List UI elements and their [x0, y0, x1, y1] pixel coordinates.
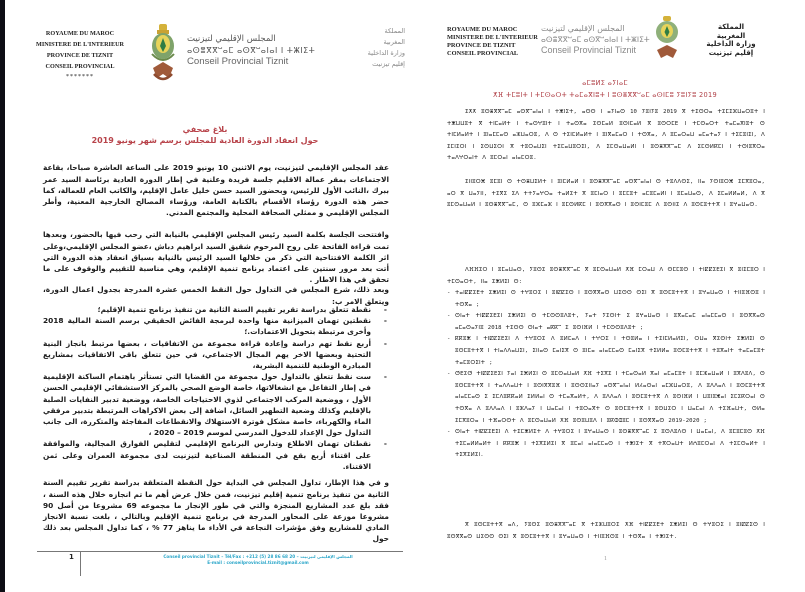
letterhead-line: PROVINCE DE TIZNIT [46, 52, 114, 59]
moroccan-coat-of-arms-icon [149, 24, 177, 88]
agenda-list [447, 288, 765, 462]
list-item [43, 438, 389, 472]
list-item-text: ⴽⴽⵓⵥ ⵏ ⵜⵏⵇⵇⵉⴹⵉⵏ ⴷ ⵜⵖⵓⵔⵉ ⴷ ⵓⵍⵎⴰⴷ ⵏ ⵜⵖⵔⵉ ⵏ ⵜⵙⵓⵍⴰ ⵏ ⵜⵉⵏⵎⵍⴰⵍⵉⵏ, ⵔⵡⴰ ⴳⵉⵙⵏⵜ ⵉⵥⵍⵉⵏ ⵙ ⵓⵙⵎⵓⵜⵜⴳ ⵏ ⵜⵏⴰⴷⴷⴰⵡⵉⵏ, ⵉⵏⵏⴰⵙ ⵎⴰⵏⵉⴳ ⵙ ⵓⵏⵎⴰ ⴰⵏⴰⵎⵎⴰⵙ ⵎⴰⵏⵉⴳ ⵜⵉⵍⵍⴰ ⵓⵙⵎⵓⵜⵜⴳ ⵏ ⵜⵓⴳⴰⵏⵜ ⵜⴰⵎⴰⵎⵓⵜ ⵜⴰⵎⵓⵔⵉⵏⵜ ; [455, 336, 765, 366]
letterhead-arabic [333, 26, 405, 70]
letterhead-line: ROYAUME DU MAROC [447, 26, 518, 33]
list-item [447, 369, 765, 427]
letterhead-line: MINISTERE DE L'INTERIEUR [447, 34, 538, 41]
body-paragraph [447, 265, 765, 288]
list-item-text: ⵚⴹⵉⵚ ⵜⵏⵇⵇⵉⴹⵉⵏ ⵢⴰⵏ ⵉⵥⵍⵉⵏ ⵙ ⵓⵎⵙⴰⵡⴰⵍ ⵅⴼ ⵜⵉⴳⵉ ⵏ ⵜⵎⴰⵙⴰⵍ ⴳⴰⵏ ⴰⵎⴰⵎⵓⵜ ⵏ ⵓⵎⵣⴰⵡⴰⵍ ⵏ ⵓⴳⴷⵓⴷ, ⵙ ⵓⵙⵎⵓⵜⵜⴳ ⵏ ⵜⴰⴷⴷⴰⵡⵜ ⵏ ⵓⵙⵏⴳⴳⵓⴼ ⵏ ⵓⵙⵙⵉⵏⵏⴰⵢ ⴰⵙⴳⵯⴰⵏⴰⵏ ⵍⵃⴰⵙⴰⵏ ⴰⵎⵣⵡⴰⵔⵓ, ⴷ ⵓⴷⴷⴰⴷ ⵏ ⵓⵙⵎⵓⵜⵜⴳ ⴰⵏⴰⵎⵎⴰⵙ ⵉ ⵉⵎⴷⵓⴽⴽⴰⵍ ⵉⵍⵍⴰⵏ ⵙ ⵜⵎⴰⴳⴰⵍⵜ, ⴷ ⵓⴷⴷⴰⴷ ⵏ ⵓⵙⵎⵓⵜⵜⴳ ⴷ ⵓⵙⵏⴼⵍ ⵏ ⵡⵓⵏⵓⵥⴰⵏ ⵉⵎⵉⴽⵔⴰⵏ ⵙ ⵜⵙⴳⴰ ⴷ ⵓⴷⴷⴰⴷ ⵏ ⵓⵣⴷⴰⵢ ⵏ ⵡⴰⵎⴰⵏ ⵏ ⵜⵓⵔⴰⴳⵜ ⵙ ⵓⵙⵎⵓⵜⵜⴳ ⵏ ⵓⵙⵡⵉⵔ ⵏ ⵡⴰⵎⴰⵏ ⴷ ⵜⵉⴼⴰⵡⵜ, ⵙⵍⴰ ⵉⵎⴳⵓⵔⴰ ⵏ ⵜⴼⴰⵔⵙⵜ ⴷ ⵓⵎⵙⴰⵡⴰⵍ ⵅⴼ ⵓⵙⵓⵡⵓⴷ ⵏ ⵓⴽⵛⵛⵓⵎ ⵏ ⵓⵙⴳⴳⴰⵙ 2019-2020 ; [455, 371, 765, 424]
bullet-dash: - [383, 372, 387, 382]
list-item-text: ست نقط تتعلق بالتداول حول مجموعة من القضايا التي تستأثر باهتمام الساكنة الإقليمية في إطار التفاعل مع انشغالاتها، خاصة الوضع الصحي بالمركز الاستشفائي الإقليمي الحسن الأول ، ووضعية المركب الاجتماعي لذوي الاحتياجات الخاصة، ووضعية تدبير النفايات الصلبة بالإقليم وكذلك وضعية التطهير السائل، اضافة إلى بعض الاكراهات المرتبطة بتدبير مرفقي الماء والكهرباء، خاصة مشكل فوترة الاستهلاك والانقطاعات المفاجئة والمتكررة، الى جانب التداول حول الإعداد للدخول المدرسي لموسم 2019 – 2020 ، [43, 372, 371, 438]
document-subtitle: ⵅⴼ ⵜⵎⵓⵏⵜ ⵏ ⵜⵎⵙⴰⵔⵜ ⵜⴰⵎⴰⴳⵏⵓⵜ ⵏ ⵓⵙⴻⴳⴳⵯⴰⵎ ⴰⵙⵏⵎⵓ ⵢⵓⵏⵢⵓ 2019 [493, 91, 717, 99]
bullet-dash: - [447, 313, 451, 320]
council-name-arabic: المجلس الإقليمي لتيزنيت [541, 24, 625, 33]
letterhead-line: وزارة الداخلية [367, 49, 405, 57]
list-item [43, 304, 389, 315]
bullet-dash: - [447, 429, 451, 436]
letterhead-arabic [705, 23, 757, 57]
list-item [447, 334, 765, 369]
footer-contact [113, 554, 403, 566]
bullet-dash: - [383, 305, 387, 314]
letterhead-line: CONSEIL PROVINCIAL [45, 63, 115, 70]
list-item [43, 371, 389, 438]
list-item [43, 338, 389, 372]
document-subtitle: حول انعقاد الدورة العادية للمجلس برسم شهر يونيو 2019 [91, 136, 319, 145]
list-item [447, 427, 765, 462]
bullet-dash: - [447, 290, 451, 296]
footer-email: E-mail : conseilprovincial.tiznit@gmail.com [207, 560, 309, 565]
closing-paragraph-text: ⴳ ⵓⵙⵎⵓⵜⵜⴳ ⴰⴷ, ⵢⵓⵙⵉ ⵓⵙⴻⴳⴳⵯⴰⵎ ⴳ ⵜⵉⵣⵡⵓⵔⵉ ⵅⴼ ⵜⵏⵇⵇⵉⴹⵜ ⵉⵥⵍⵉⵏ ⵙ ⵜⵖⵓⵔⵉ ⵏ ⵓⵏⵇⵇⵉⵙ ⵏ ⵓⵙⴳⴳⴰⵙ ⵡⵉⵙⵙ ⵙⵉⵏ ⴳ ⵓⵙⵎⵓⵜⵜⴳ ⵏ ⵓⵖⴰⵡⴰⵙ ⵏ ⵜⵏⵏⵓⴼⵙⵓ ⵏ ⵜⵙⴳⴰ ⵏ ⵜⵥⵏⵉⵜ. [447, 522, 765, 540]
document-title: ⴰⵎⵓⵍⵉ ⴰⵢⵏⴰⵎ [582, 79, 628, 87]
letterhead-separator: ******* [66, 74, 94, 80]
body-paragraph [447, 107, 765, 165]
body-paragraph-text: ⴷⴼⴼⵉⵔ ⵏ ⵓⵎⴰⵡⴰⵙ, ⵢⵓⵙⵉ ⵓⵙⴻⴳⴳⵯⴰⵎ ⴳ ⵓⵎⵙⴰⵡⴰⵍ ⵅⴼ ⵎⵔⴰⵡ ⴷ ⵙⵎⵎⵓⵙ ⵏ ⵜⵏⵇⵇⵉⴹⵉⵏ ⴳ ⵓⵏⵉⵎⵓⵔ ⵏ ⵜⵎⵙⴰⵔⵜ, ⵏⵏⴰ ⵉⵥⵍⵉⵏ ⵙ: [447, 267, 765, 285]
body-paragraph-text: ⵉⵏⵏⵓⵔⵥ ⵓⵎⵓⵏ ⵙ ⵜⵙⴻⵡⵉⵍⵜ ⵏ ⵓⵏⵎⵍⴰⵍ ⵏ ⵓⵙⴻⴳⴳⵯⴰⵎ ⴰⵙⴳⵯⴰⵏⴰⵏ ⵙ ⵜⵓⴷⴷⵙⵉ, ⵏⵏⴰ ⵢⵙⵏⵓⵔⵥ ⵉⵎⴳⵓⵔⴰ, ⴰⵔ ⴳ ⵡⴰⵢⵏⵏ, ⵜⵉⴳⵉ ⵉⴷ ⵜⵜⵢⴰⵖⵔⴰ ⵜⴰⵍⵉⵜ ⴳ ⵓⵎⵏⴰⵔ ⵏ ⵓⵎⵎⵓⵜ ⴰⵎⵓⵎⴰⵍⵏ ⵏ ⵓⵎⴰⵡⴰⵙ, ⴷ ⵉⵎⴰⵍⵍⴰⵍ, ⴷ ⴳ ⵓⵎⵙⴰⵡⴰⵍ ⵏ ⵓⵙⴻⴳⴳⵯⴰⵎ, ⵙ ⵓⵣⵎⴰⵣ ⵏ ⵓⵎⵙⵍⴽⵎ ⵏ ⵓⵙⴳⴳⴰⵙ ⵏ ⵓⵙⵏⵎⵓⵎ ⴷ ⵓⵙⵏⵏⵉ ⴷ ⵓⵙⵎⵓⵜⵜⴳ ⵏ ⵓⵖⴰⵡⴰⵙ. [447, 179, 765, 209]
list-item-text: ⵙⵏⴰⵜ ⵜⵏⵇⵇⵉⴹⵉⵏ ⵉⵥⵍⵉⵏ ⵙ ⵜⵎⵙⵙⵓⴷⵓⵜ, ⵢⴰⵜ ⵢⵉⵙⵏⵜ ⵉ ⵓⵖⴰⵡⴰⵙ ⵏ ⵓⴳⴰⵎⴰⵎ ⴰⵏⴰⵎⵎⴰⵙ ⵏ ⵓⵙⴳⴳⴰⵙ ⴰⵎⴰⵙⴰⵢⵏⵓ 2018 ⵜⵉⵙⵙ ⵙⵏⴰⵜ ⴰⴽⴽⵯ ⵉ ⵓⵙⵏⴼⵍ ⵏ ⵜⵎⵙⵙⵓⴷⵓⵜ ; [455, 313, 765, 331]
letterhead-line: المغربية [383, 38, 405, 46]
agenda-list [43, 304, 389, 472]
list-item-text: نقطتان تهمان الاطلاع وتدارس البرنامج الإقليمي لتقليص الفوارق المجالية، والموافقة على اقتناء أربع بقع في المنطقة الصناعية لتيزنيت لدى مجموعة العمران وعلى ثمن الاقتناء. [43, 439, 371, 471]
footer-phone: Conseil provincial Tiznit – Tél/Fax : +212 (5) 28 86 68 20 – المجلس الإقليمي لتيزنيت [163, 554, 353, 559]
letterhead-french [447, 26, 547, 58]
list-item [43, 315, 389, 337]
moroccan-coat-of-arms-icon [653, 16, 681, 60]
bullet-dash: - [383, 439, 387, 449]
letterhead-line: المملكة [384, 27, 405, 35]
council-name-french: Conseil Provincial Tiznit [541, 45, 637, 55]
council-name-tifinagh: ⴰⵙⴻⴳⴳⵯⴰⵎ ⴰⵙⴳⵯⴰⵏⴰⵏ ⵏ ⵜⵥⵏⵉⵜ [541, 35, 650, 44]
footer-vertical-divider [80, 551, 81, 576]
council-logo-text [541, 24, 650, 55]
letterhead-french [25, 28, 135, 83]
page-arabic [5, 0, 405, 592]
letterhead-line: PROVINCE DE TIZNIT [447, 42, 516, 49]
page-number: 1 [604, 556, 607, 562]
list-item [447, 311, 765, 334]
page-tifinagh [405, 0, 805, 592]
bullet-dash: - [383, 316, 387, 326]
body-paragraph [447, 177, 765, 212]
letterhead-line: المملكة [717, 22, 745, 31]
letterhead-line: إقليم تيزنيت [372, 60, 405, 68]
letterhead-line: وزارة الداخلية [706, 39, 756, 49]
list-item-text: ⵙⵏⴰⵜ ⵜⵏⵇⵇⵉⴹⵉⵏ ⴷ ⵜⵉⵎⵥⵍⵉⵜ ⴷ ⵜⵖⵓⵔⵉ ⵏ ⵓⵖⴰⵡⴰⵙ ⵏ ⵓⵙⴻⴳⴳⵯⴰⵎ ⵉ ⵓⵙⴷⵓⴷⵙ ⵏ ⵡⴰⵎⴰⵏ, ⴷ ⵓⵎⵓⵎⵓⵙ ⵅⴼ ⵜⵉⵎⴰⵍⵍⴰⵍⵜ ⵏ ⴽⴽⵓⵥ ⵏ ⵜⵉⴳⵉⵍⵉⵏ ⴳ ⵓⵎⴰⵏ ⴰⵏⴰⵎⵎⴰⵙ ⵏ ⵜⵥⵏⵉⵜ ⴳ ⵜⴳⵔⴰⵡⵜ ⵍⵄⵓⵎⵔⴰⵏ ⴷ ⵜⵉⵎⵙⴰⵍⵜ ⵏ ⵜⵉⴳⵉⵍⵉⵏ. [455, 429, 765, 459]
council-name-arabic: المجلس الإقليمي لتيزنيت [187, 34, 276, 44]
council-name-french: Conseil Provincial Tiznit [187, 56, 289, 67]
footer-divider [37, 551, 403, 552]
letterhead-line: المغربية [716, 30, 746, 40]
closing-paragraph [447, 520, 765, 543]
letterhead-line: ROYAUME DU MAROC [45, 30, 115, 37]
bullet-dash: - [447, 336, 451, 343]
list-item-text: أربع نقط تهم دراسة وإعادة قراءة مجموعة من الاتفاقيات ، بعضها مرتبط بانجاز البنية التحتية وبعضها الاخر يهم المجال الاجتماعي، في حين تتعلق باقي الاتفاقيات بمشاريع المبادرة الوطنية للتنمية البشرية، [43, 338, 371, 371]
closing-paragraph: و في هذا الإطار، تداول المجلس في البداية حول النقطة المتعلقة بدراسة تقرير تقييم السنة الثانية من تنفيذ برنامج تنمية إقليم تيزنيت، فمن خلال عرض أهم ما تم انجازه خلال هذه السنة ، فقد بلغ عدد المشاريع المنجزة والتي في طور الإنجاز ما مجموعه 69 مشروعا من أصل 90 مشروعا موزعة على المحاور المدرجة في برنامج تنمية الإقليم وبالتالي ، بلغت نسبة الانجاز المادي للمشاريع وفق مؤشرات النجاعة في الأداء ما يناهز 77 % ، كما تداول المجلس بعد ذلك حول [43, 478, 389, 544]
list-item-text: نقطة تتعلق بدراسة تقرير تقييم السنة الثانية من تنفيذ برنامج تنمية الإقليم؛ [97, 305, 371, 314]
document-title: بلاغ صحفي [182, 125, 228, 134]
body-paragraph-text: ⵉⵅⵅ ⵓⵙⴻⴳⴳⵯⴰⵎ ⴰⵙⴳⵯⴰⵏⴰⵏ ⵏ ⵜⵥⵏⵉⵜ, ⴰⵙⵙ ⵏ ⴰⵢⵏⴰⵙ 10 ⵢⵓⵏⵢⵓ 2019 ⴳ ⵜⵉⵙⵔⴰ ⵜⵉⵎⵉⵣⵡⴰⵔⵓⵜ ⵏ ⵜⵥⵡⵡⵓⵜ ⴳ ⵜⵏⵎⴰⵍⵜ ⵏ ⵜⴰⵙⵖⵓⵏⵜ ⵏ ⵜⴰⵙⴳⴰ ⵉⵙⵎⴰⵍ ⵓⵙⵏⵎⴰⵍ ⴳ ⵓⵙⵔⵎⴹ ⵏ ⵜⵎⵙⴰⵔⵜ ⵜⴰⵎⴰⴳⵏⵓⵜ ⵙ ⵜⵏⵎⵍⴰⵍⵜ ⵏ ⵓⵏⴰⵎⵎⴰⵙ ⴰⵣⵡⴰⵔⵓ, ⴷ ⵙ ⵜⵉⵏⵎⵍⴰⵍⵜ ⵏ ⵓⵏⴳⴰⵎⴰⵔ ⵏ ⵜⵙⴳⴰ, ⴷ ⵓⵎⴰⵔⴰⵡ ⴰⵎⴰⵜⴰⵢ ⵏ ⵜⵉⵎⵓⵏⵉⵏ, ⴷ ⵉⵎⵏⵉⵔⵏ ⵏ ⵉⵙⵡⵉⵔⵏ ⴳ ⵜⵓⵔⴰⵡⵉⵏ ⵜⵉⵎⴰⵡⵓⵔⵉⵏ, ⴷ ⵉⵎⵙⴰⵡⴰⵍⵏ ⵏ ⵓⵙⴻⴳⴳⵯⴰⵎ ⴷ ⵉⵎⵙⵍⴽⵎⵏ ⵏ ⵜⵙⵏⵓⴳⵔⴰ ⵜⴰⴷⵖⵔⴰⵏⵜ ⴷ ⵓⵎⵔⴰⵏ ⴰⵏⴰⵎⵔⵓ. [447, 109, 765, 162]
page-number: 1 [69, 553, 74, 561]
body-paragraph: وبعد ذلك، شرع المجلس في التداول حول النقط الخمس عشرة المدرجة بجدول اعمال الدورة، ويتعلق الامر ب: [43, 285, 389, 306]
body-paragraph: عقد المجلس الإقليمي لتيزنيت، يوم الاثنين 10 يونيو 2019 على الساعة العاشرة صباحا، بقاعة الاجتماعات بمقر عمالة الاقليم جلسة فريدة وعلنية في إطار الدورة العادية برئاسة السيد عمر ببرك ،النائب الأول للرئيس، وبحضور السيد حسن خليل عامل الإقليم، والكاتب العام للعمالة، كما حضر هذه الدورة رؤساء الأقسام بالكتابة العامة، ورؤساء المصالح الخارجية المعنية، وأطر المجلس الإقليمي و ممثلي الصحافة المحلية والمجتمع المدني. [43, 163, 389, 218]
letterhead-line: CONSEIL PROVINCIAL [447, 50, 519, 57]
letterhead-line: MINISTERE DE L'INTERIEUR [35, 41, 125, 48]
council-name-tifinagh: ⴰⵙⴻⴳⴳⵯⴰⵎ ⴰⵙⴳⵯⴰⵏⴰⵏ ⵏ ⵜⵥⵏⵉⵜ [187, 46, 316, 55]
bullet-dash: - [383, 338, 387, 348]
list-item-text: نقطتين تهمان الميزانية منها واحدة لبرمجة الفائض الحقيقي برسم السنة المالية 2018 وأخرى مرتبطة بتحويل الاعتمادات.؛ [43, 316, 371, 337]
bullet-dash: - [447, 371, 451, 378]
body-paragraph: وافتتحت الجلسة بكلمة السيد رئيس المجلس الإقليمي بالنيابة التي رحب فيها بالحضور، وبعدها تمت قراءة الفاتحة على روح المرحوم شقيق السيد ابراهيم دباش ،عضو المجلس الإقليمي،وعلى اثر الكلمة الافتتاحية التي ذكر من خلالها السيد الرئيس بالنيابة بسياق انعقاد هذه الدورة التي أتت بعد مرور سنتين على اعتماد برنامج تنمية الإقليم، وهي مناسبة للتقييم والوقوف على ما تحقق في هذا الاطار . [43, 230, 389, 285]
council-logo-text [187, 34, 316, 67]
letterhead-line: إقليم تيزنيت [708, 47, 754, 57]
list-item [447, 288, 765, 311]
list-item-text: ⵜⴰⵏⵇⵇⵉⴹⵜ ⵉⵥⵍⵉⵏ ⵙ ⵜⵖⵓⵔⵉ ⵏ ⵓⵏⵇⵇⵉⵙ ⵏ ⵓⵙⴳⴳⴰⵙ ⵡⵉⵙⵙ ⵙⵉⵏ ⴳ ⵓⵙⵎⵓⵜⵜⴳ ⵏ ⵓⵖⴰⵡⴰⵙ ⵏ ⵜⵏⵏⵓⴼⵙⵓ ⵏ ⵜⵙⴳⴰ ; [455, 290, 765, 308]
